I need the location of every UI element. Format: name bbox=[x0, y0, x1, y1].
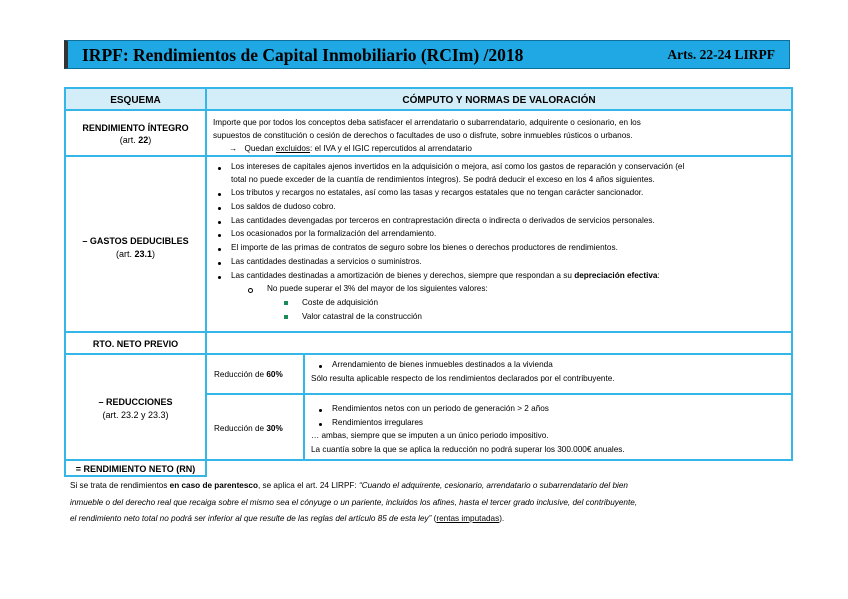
bullet-icon bbox=[218, 207, 221, 210]
gastos-item: Los saldos de dudoso cobro. bbox=[231, 202, 336, 211]
rendimiento-integro-title: RENDIMIENTO ÍNTEGRO bbox=[82, 123, 189, 133]
footnote-line1: Si se trata de rendimientos en caso de parentesco, se aplica el art. 24 LIRPF: “Cuando el adquirente, cesionario, arrendatario o subarrendatario del bien bbox=[70, 481, 628, 490]
footnote-line3: el rendimiento neto total no podrá ser inferior al que resulte de las reglas del artículo 85 de esta ley” (rentas imputadas). bbox=[70, 514, 505, 523]
gastos-title: – GASTOS DEDUCIBLES bbox=[82, 236, 189, 246]
neto-title: = RENDIMIENTO NETO (RN) bbox=[75, 464, 196, 474]
reduccion-30-content bbox=[303, 393, 793, 461]
bullet-icon bbox=[218, 276, 221, 279]
row-neto-label bbox=[64, 459, 207, 477]
bullet-icon bbox=[319, 365, 322, 368]
reduccion-30-note2: La cuantía sobre la que se aplica la reducción no podrá superar los 300.000€ anuales. bbox=[311, 445, 625, 454]
header-schema-label: ESQUEMA bbox=[110, 95, 161, 106]
bullet-icon bbox=[218, 193, 221, 196]
gastos-item: Las cantidades destinadas a servicios o suministros. bbox=[231, 257, 422, 266]
footnote-line2: inmueble o del derecho real que recaiga sobre el mismo sea el cónyuge o un pariente, incluidos los afines, hasta el tercer grado inclusive, del contribuyente, bbox=[70, 498, 638, 507]
bullet-icon bbox=[218, 262, 221, 265]
articles-reference: Arts. 22-24 LIRPF bbox=[667, 47, 775, 62]
gastos-sub-item: No puede superar el 3% del mayor de los siguientes valores: bbox=[267, 284, 488, 293]
circle-bullet-icon bbox=[248, 288, 253, 293]
square-bullet-icon bbox=[284, 301, 288, 305]
row-neto-previo-content bbox=[205, 331, 793, 355]
gastos-item: total no puede exceder de la cuantía de rendimientos íntegros). Se podrá deducir el exceso en los 4 años siguientes. bbox=[231, 175, 655, 184]
rentas-imputadas-link: rentas imputadas bbox=[436, 514, 500, 523]
gastos-art: (art. 23.1) bbox=[115, 249, 156, 259]
excluidos-term: excluidos bbox=[275, 144, 311, 153]
reduccion-30-label: Reducción de 30% bbox=[214, 424, 283, 433]
header-computo-label: CÓMPUTO Y NORMAS DE VALORACIÓN bbox=[402, 95, 596, 106]
rendimiento-integro-line1: Importe que por todos los conceptos deba satisfacer el arrendatario o subarrendatario, adquirente o cesionario, en los bbox=[213, 118, 641, 127]
rendimiento-integro-line2: supuestos de constitución o cesión de derechos o facultades de uso o disfrute, sobre inmuebles rústicos o urbanos. bbox=[213, 131, 633, 140]
reduccion-30-note1: … ambas, siempre que se imputen a un único periodo impositivo. bbox=[311, 431, 549, 440]
gastos-item: Los tributos y recargos no estatales, así como las tasas y recargos estatales que no tengan carácter sancionador. bbox=[231, 188, 644, 197]
bullet-icon bbox=[319, 423, 322, 426]
gastos-sub-sub-item: Valor catastral de la construcción bbox=[302, 312, 422, 321]
bullet-icon bbox=[218, 167, 221, 170]
gastos-sub-sub-item: Coste de adquisición bbox=[302, 298, 379, 307]
title-bar bbox=[64, 40, 790, 69]
gastos-item: Los intereses de capitales ajenos invertidos en la adquisición o mejora, así como los gastos de reparación y conservación (el bbox=[231, 162, 685, 171]
row-rendimiento-integro-label bbox=[64, 109, 207, 157]
square-bullet-icon bbox=[284, 315, 288, 319]
reducciones-title: – REDUCCIONES bbox=[98, 397, 173, 407]
gastos-item: Los ocasionados por la formalización del arrendamiento. bbox=[231, 229, 437, 238]
reduccion-60-item: Arrendamiento de bienes inmuebles destinados a la vivienda bbox=[332, 360, 553, 369]
row-gastos-label bbox=[64, 155, 207, 333]
row-gastos-content bbox=[205, 155, 793, 333]
reduccion-30-label-cell bbox=[205, 393, 305, 461]
exclusions-line: → Quedan excluidos: el IVA y el IGIC repercutidos al arrendatario bbox=[229, 144, 472, 153]
bullet-icon bbox=[218, 234, 221, 237]
reduccion-60-note: Sólo resulta aplicable respecto de los rendimientos declarados por el contribuyente. bbox=[311, 374, 615, 383]
reduccion-60-content bbox=[303, 353, 793, 395]
valuation-table bbox=[64, 87, 793, 477]
reduccion-60-label: Reducción de 60% bbox=[214, 370, 283, 379]
rendimiento-integro-art: (art. 22) bbox=[119, 135, 152, 145]
neto-previo-title: RTO. NETO PREVIO bbox=[92, 339, 179, 349]
arrow-icon: → bbox=[229, 144, 238, 153]
reduccion-30-item: Rendimientos irregulares bbox=[332, 418, 424, 427]
bullet-icon bbox=[218, 221, 221, 224]
gastos-item: Las cantidades devengadas por terceros en contraprestación directa o indirecta o derivados de servicios personales. bbox=[231, 216, 655, 225]
bullet-icon bbox=[319, 409, 322, 412]
page-title: IRPF: Rendimientos de Capital Inmobiliario (RCIm) /2018 bbox=[82, 45, 524, 65]
reduccion-60-label-cell bbox=[205, 353, 305, 395]
gastos-amortizacion: Las cantidades destinadas a amortización de bienes y derechos, siempre que respondan a su depreciación efectiva: bbox=[231, 271, 660, 280]
bullet-icon bbox=[218, 248, 221, 251]
row-neto-previo-label bbox=[64, 331, 207, 355]
row-reducciones-label bbox=[64, 353, 207, 461]
row-rendimiento-integro-content bbox=[205, 109, 793, 157]
reducciones-art: (art. 23.2 y 23.3) bbox=[102, 410, 169, 420]
header-computo bbox=[205, 87, 793, 111]
gastos-item: El importe de las primas de contratos de seguro sobre los bienes o derechos productores de rendimientos. bbox=[231, 243, 618, 252]
reduccion-30-item: Rendimientos netos con un periodo de generación > 2 años bbox=[332, 404, 549, 413]
header-schema bbox=[64, 87, 207, 111]
